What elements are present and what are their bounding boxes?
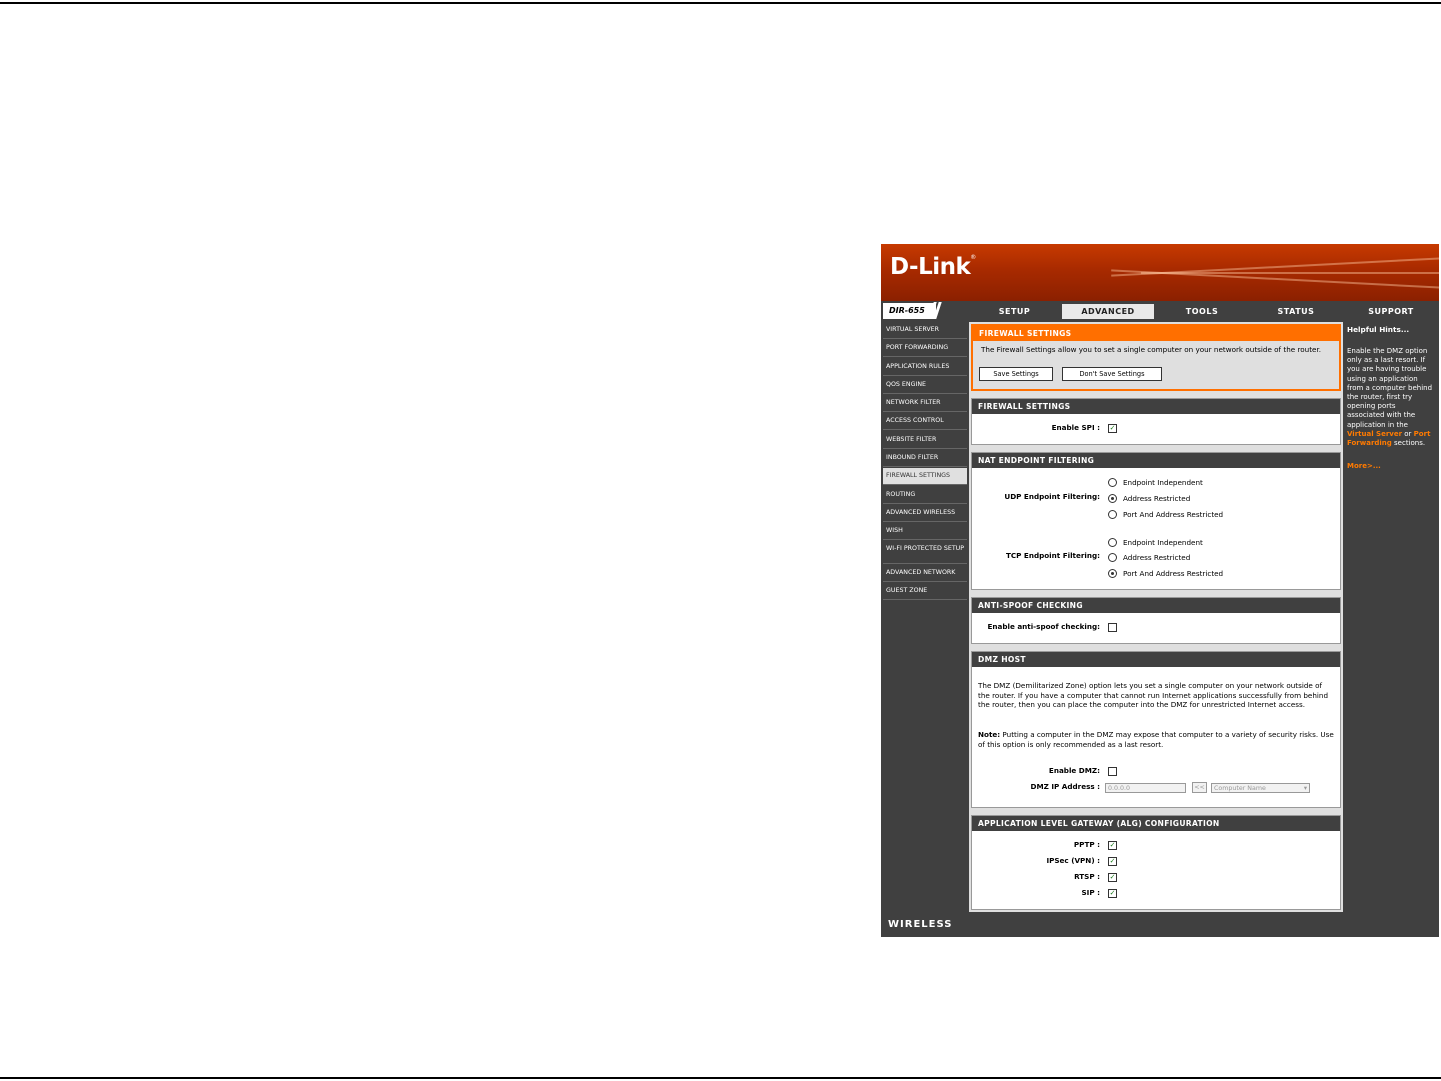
intro-title: FIREWALL SETTINGS xyxy=(973,326,1339,341)
enable-spi-checkbox[interactable]: ✓ xyxy=(1109,424,1116,432)
tab-status[interactable]: STATUS xyxy=(1250,304,1342,319)
top-nav xyxy=(881,302,1439,320)
dmz-note: Note: Putting a computer in the DMZ may expose that computer to a variety of security risks. Use of this option is only recommended as a last resort. xyxy=(978,730,1334,749)
nat-endpoint-panel xyxy=(971,452,1341,590)
more-hints-link[interactable]: More>... xyxy=(1347,462,1381,470)
top-rule xyxy=(0,2,1441,4)
sidebar-item-port-forwarding[interactable]: PORT FORWARDING xyxy=(883,340,967,357)
port-forwarding-link[interactable]: Port Forwarding xyxy=(1347,429,1431,448)
sidebar-item-routing[interactable]: ROUTING xyxy=(883,487,967,504)
sidebar-menu xyxy=(883,322,967,601)
udp-endpoint-independent-radio[interactable] xyxy=(1108,478,1117,487)
save-settings-button[interactable]: Save Settings xyxy=(979,367,1053,381)
sidebar-item-network-filter[interactable]: NETWORK FILTER xyxy=(883,395,967,412)
tab-support[interactable]: SUPPORT xyxy=(1345,304,1437,319)
sidebar-item-access-control[interactable]: ACCESS CONTROL xyxy=(883,413,967,430)
dont-save-settings-button[interactable]: Don't Save Settings xyxy=(1062,367,1162,381)
sip-checkbox[interactable]: ✓ xyxy=(1109,889,1116,897)
sidebar-item-advanced-network[interactable]: ADVANCED NETWORK xyxy=(883,565,967,582)
dlink-banner xyxy=(881,244,1439,301)
sidebar-item-firewall-settings[interactable]: FIREWALL SETTINGS xyxy=(883,468,967,485)
firewall-settings-title: FIREWALL SETTINGS xyxy=(972,399,1340,414)
sidebar-item-advanced-wireless[interactable]: ADVANCED WIRELESS xyxy=(883,505,967,522)
alg-title: APPLICATION LEVEL GATEWAY (ALG) CONFIGURATION xyxy=(972,816,1340,831)
virtual-server-link[interactable]: Virtual Server xyxy=(1347,429,1403,438)
tcp-address-restricted-radio[interactable] xyxy=(1108,553,1117,562)
tcp-option-label: Address Restricted xyxy=(1123,553,1191,562)
enable-dmz-checkbox[interactable] xyxy=(1108,767,1117,776)
anti-spoof-title: ANTI-SPOOF CHECKING xyxy=(972,598,1340,613)
sip-label: SIP : xyxy=(1081,888,1100,897)
pptp-checkbox[interactable]: ✓ xyxy=(1109,841,1116,849)
firewall-settings-panel xyxy=(971,398,1341,445)
udp-option-label: Address Restricted xyxy=(1123,494,1191,503)
tab-advanced[interactable]: ADVANCED xyxy=(1062,304,1154,319)
tcp-option-label: Port And Address Restricted xyxy=(1123,569,1224,578)
udp-filtering-label: UDP Endpoint Filtering: xyxy=(1004,492,1100,501)
main-content xyxy=(969,322,1343,912)
router-admin-screenshot xyxy=(881,244,1439,937)
tab-tools[interactable]: TOOLS xyxy=(1156,304,1248,319)
tcp-endpoint-independent-radio[interactable] xyxy=(1108,538,1117,547)
udp-port-address-restricted-radio[interactable] xyxy=(1108,510,1117,519)
sidebar-item-inbound-filter[interactable]: INBOUND FILTER xyxy=(883,450,967,467)
sidebar-item-wish[interactable]: WISH xyxy=(883,523,967,540)
pptp-label: PPTP : xyxy=(1073,840,1100,849)
hints-title: Helpful Hints... xyxy=(1347,325,1410,334)
rtsp-label: RTSP : xyxy=(1074,872,1100,881)
chevron-down-icon: ▾ xyxy=(1303,785,1307,792)
hints-body: Enable the DMZ option only as a last resort. If you are having trouble using an application from a computer behind the router, first try opening ports associated with the application in the Virtual Server or Port Forwarding sections. xyxy=(1347,347,1433,448)
tcp-option-label: Endpoint Independent xyxy=(1123,538,1203,547)
sidebar-item-application-rules[interactable]: APPLICATION RULES xyxy=(883,359,967,376)
nat-endpoint-title: NAT ENDPOINT FILTERING xyxy=(972,453,1340,468)
intro-text: The Firewall Settings allow you to set a single computer on your network outside of the router. xyxy=(981,345,1322,354)
udp-option-label: Endpoint Independent xyxy=(1123,478,1203,487)
copy-ip-button[interactable]: << xyxy=(1192,782,1207,793)
dmz-description: The DMZ (Demilitarized Zone) option lets you set a single computer on your network outside of the router. If you have a computer that cannot run Internet applications successfully from behind the router, then you can place the computer into the DMZ for unrestricted Internet access. xyxy=(978,681,1329,709)
intro-panel xyxy=(971,324,1341,391)
sidebar-item-wifi-protected-setup[interactable]: WI-FI PROTECTED SETUP xyxy=(883,542,967,564)
rtsp-checkbox[interactable]: ✓ xyxy=(1109,873,1116,881)
tab-setup[interactable]: SETUP xyxy=(969,304,1060,319)
spi-label: Enable SPI : xyxy=(1051,423,1100,432)
anti-spoof-panel xyxy=(971,597,1341,644)
udp-option-label: Port And Address Restricted xyxy=(1123,510,1224,519)
tcp-port-address-restricted-radio[interactable] xyxy=(1108,569,1117,578)
anti-spoof-label: Enable anti-spoof checking: xyxy=(987,622,1100,631)
dmz-host-panel xyxy=(971,651,1341,808)
footer-bar xyxy=(881,914,1439,937)
sidebar-item-website-filter[interactable]: WEBSITE FILTER xyxy=(883,432,967,449)
ipsec-label: IPSec (VPN) : xyxy=(1046,856,1100,865)
udp-address-restricted-radio[interactable] xyxy=(1108,494,1117,503)
enable-dmz-label: Enable DMZ: xyxy=(1048,766,1100,775)
alg-panel xyxy=(971,815,1341,910)
wireless-footer-label: WIRELESS xyxy=(888,919,953,930)
tcp-filtering-label: TCP Endpoint Filtering: xyxy=(1005,551,1100,560)
ipsec-checkbox[interactable]: ✓ xyxy=(1109,857,1116,865)
dmz-host-title: DMZ HOST xyxy=(972,652,1340,667)
sidebar-item-guest-zone[interactable]: GUEST ZONE xyxy=(883,583,967,600)
model-label: DIR-655 xyxy=(883,303,936,319)
sidebar-item-virtual-server[interactable]: VIRTUAL SERVER xyxy=(883,322,967,339)
dlink-logo: D-Link® xyxy=(890,254,976,280)
dmz-ip-input[interactable]: 0.0.0.0 xyxy=(1105,783,1186,793)
dmz-ip-label: DMZ IP Address : xyxy=(1030,782,1100,791)
computer-name-select[interactable]: Computer Name ▾ xyxy=(1211,783,1310,793)
bottom-rule xyxy=(0,1077,1441,1079)
sidebar-item-qos-engine[interactable]: QOS ENGINE xyxy=(883,377,967,394)
anti-spoof-checkbox[interactable] xyxy=(1108,623,1117,632)
helpful-hints-panel xyxy=(1345,322,1437,912)
